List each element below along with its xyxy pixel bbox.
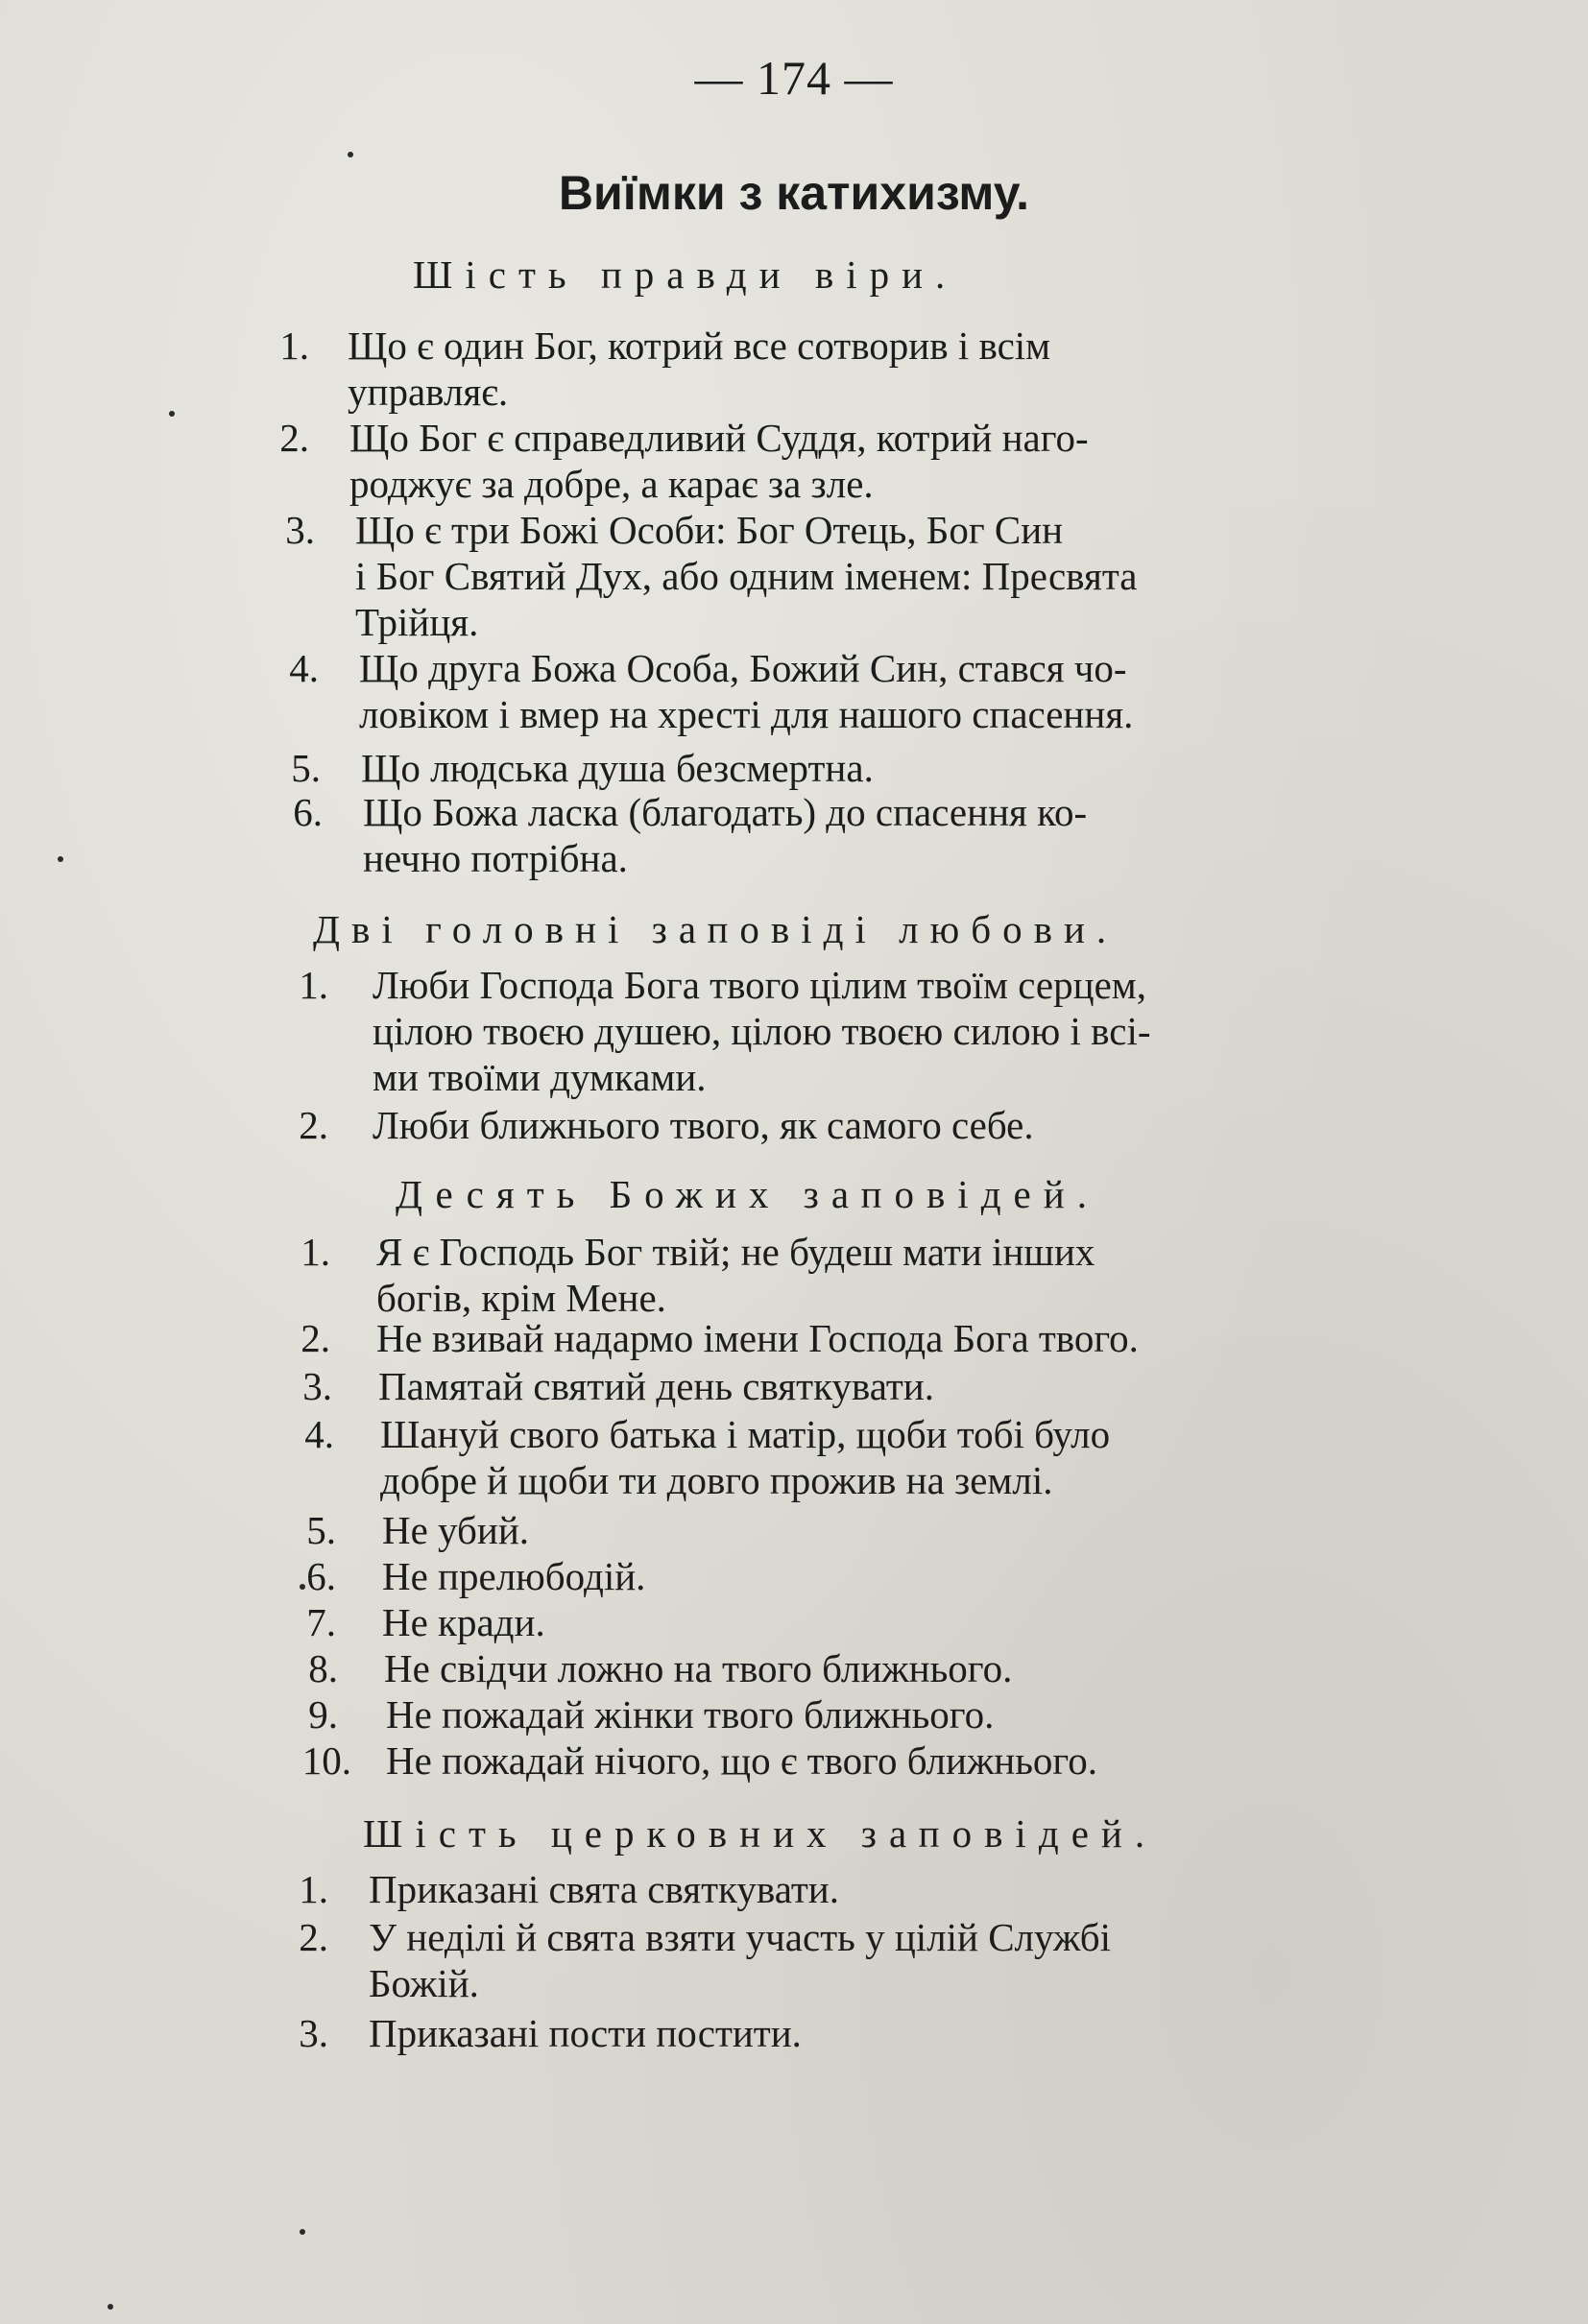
page-title: Виїмки з катихизму. xyxy=(558,166,1030,220)
print-speck xyxy=(300,1584,305,1590)
page-number: — 174 — xyxy=(694,51,894,105)
print-speck xyxy=(300,2229,305,2235)
print-speck xyxy=(108,2304,113,2310)
print-speck xyxy=(348,152,353,157)
book-page: — 174 — Виїмки з катихизму. Шість правди віри. 1. Що є один Бог, котрий все сотворив і всім управляє. 2. Що Бог є справедливий Суддя, котрий наго- роджує за добре, а карає за зле. 3. Що є три Божі Особи: Бог Отець, Бог Син і Бог Святий Дух, або одним іменем: Пресвята Трійця. 4. Що друга Божа Особа, Божий Син, стався чо- ловіком і вмер на хресті для нашого спасення. 5. Що людська душа безсмертна. 6. Що Божа ласка (благодать) до спасення ко- нечно потрібна. Дві головні заповіді любови. 1. Люби Господа Бога твого цілим твоїм серцем, цілою твоєю душею, цілою твоєю силою і всі- ми твоїми думками. 2. Люби ближнього твого, як самого себе. Десять Божих заповідей. 1. Я є Господь Бог твій; не будеш мати інших богів, крім Мене. 2. Не взивай надармо імени Господа Бога твого. 3. Памятай святий день святкувати. 4. Шануй свого батька і матір, щоби тобі було добре й щоби ти довго прожив на землі. 5. Не убий. 6. Не прелюбодій. 7. Не кради. 8. Не свідчи ложно на твого ближнього. 9. Не пожадай жінки твого ближнього. 10. Не пожадай нічого, що є твого ближнього. Шість церковних заповідей. 1. Приказані свята святкувати. 2. У неділі й свята взяти участь у цілій Службі Божій. 3. Приказані пости постити. xyxy=(0,0,1588,2324)
section-heading-church-commandments: Шість церковних заповідей. xyxy=(363,1811,1158,1856)
section-heading-love-commandments: Дві головні заповіді любови. xyxy=(313,907,1119,951)
section-heading-ten-commandments: Десять Божих заповідей. xyxy=(396,1172,1099,1216)
section-heading-truths-of-faith: Шість правди віри. xyxy=(413,252,958,297)
print-speck xyxy=(169,411,175,417)
print-speck xyxy=(58,856,63,862)
